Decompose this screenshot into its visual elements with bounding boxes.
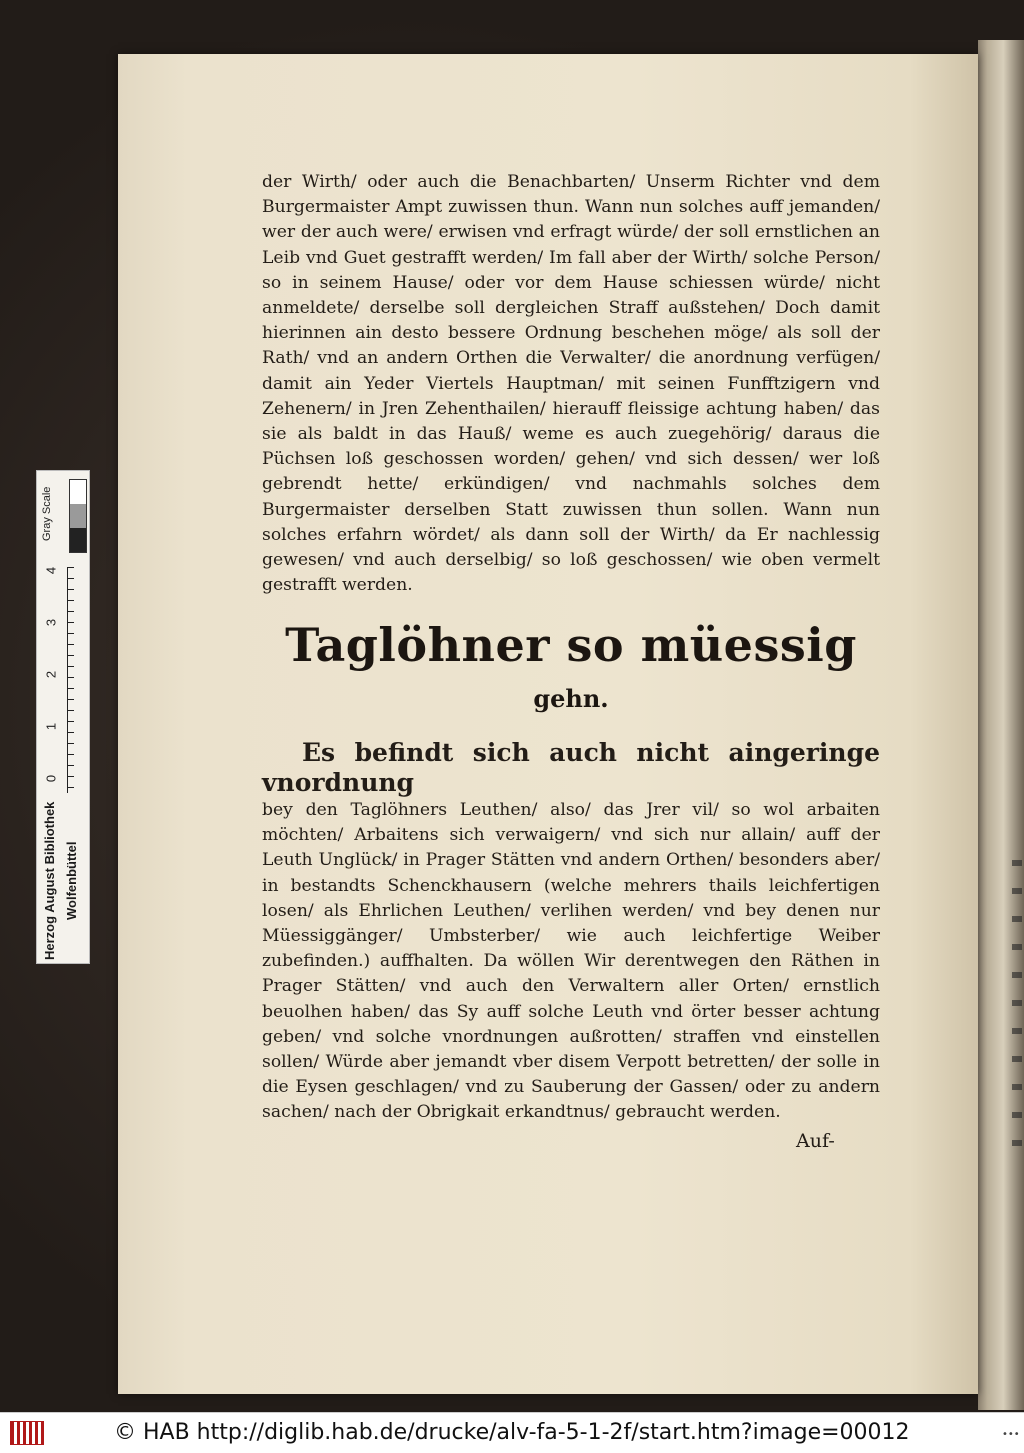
- ruler-number: 4: [43, 566, 59, 575]
- section-heading: Taglöhner so müessig: [285, 618, 857, 672]
- ruler-number: 1: [43, 722, 59, 731]
- gray-scale-bar: [69, 479, 87, 553]
- book-spine: [978, 40, 1024, 1410]
- paragraph-2-text: bey den Taglöhners Leuthen/ also/ das Jrer vil/ so wol arbaiten möchten/ Arbaitens sich verwaigern/ vnd sich nur allain/ auff der Leuth Unglück/ in Prager Stätten vnd andern Orthen/ besonders aber/ in bestandts Schenckhausern (welche mehrers thails leichfertigen losen/ als Ehrlichen Leuthen/ verlihen werden/ vnd bey denen nur Müessiggänger/ Umbsterber/ wie auch leichfertige Weiber zubefinden.) auffhalten. Da wöllen Wir derentwegen den Räthen in Prager Stätten/ vnd auch den Verwaltern aller Orten/ ernstlich beuolhen haben/ das Sy auff solche Leuth vnd örter besser achtung geben/ vnd solche vnordnungen außrotten/ straffen vnd einstellen sollen/ Würde aber jemandt vber disem Verpott betretten/ der solle in die Eysen geschlagen/ vnd zu Sauberung der Gassen/ oder zu andern sachen/ nach der Obrigkait erkandtnus/ gebraucht werden.: [262, 800, 880, 1123]
- spine-marks: [1012, 860, 1022, 1160]
- paragraph-1-text: der Wirth/ oder auch die Benachbarten/ Unserm Richter vnd dem Burgermaister Ampt zuwissen thun. Wann nun solches auff jemanden/ wer der auch were/ erwisen vnd erfragt würde/ der soll ernstlichen an Leib vnd Guet gestrafft werden/ Im fall aber der Wirth/ solche Person/ so in seinem Hause/ oder vor dem Hause schiessen würde/ nicht anmeldete/ derselbe soll dergleichen Straff außstehen/ Doch damit hierinnen ain desto bessere Ordnung beschehen möge/ als soll der Rath/ vnd an andern Orthen die Verwalter/ die anordnung verfügen/ damit ain Yeder Viertels Hauptman/ mit seinen Funfftzigern vnd Zehenern/ in Jren Zehenthailen/ hierauff fleissige achtung haben/ das sie als baldt in das Hauß/ weme es auch zuegehörig/ daraus die Püchsen loß geschossen worden/ gehen/ vnd sich dessen/ wer loß gebrendt hette/ erkündigen/ vnd nachmahls solches dem Burgermaister derselben Statt zuwissen thun sollen. Wann nun solches erfahrn wördet/ als dann soll der Wirth/ da Er nachlessig gewesen/ vnd auch derselbig/ so loß geschossen/ wie oben vermelt gestrafft werden.: [262, 172, 880, 596]
- more-icon: •••: [1002, 1429, 1020, 1440]
- section-heading-line2: gehn.: [533, 684, 609, 713]
- hab-logo-icon: [10, 1421, 44, 1445]
- footer-bar: [0, 1412, 1024, 1453]
- ruler-number: 2: [43, 670, 59, 679]
- institution-line1: Herzog August Bibliothek: [42, 801, 57, 961]
- catchword: Auf-: [796, 1130, 835, 1152]
- institution-label: [39, 801, 89, 961]
- ruler-scale: [67, 567, 88, 793]
- paragraph-1: [262, 170, 880, 598]
- gray-scale-ruler: [36, 470, 90, 964]
- gray-scale-label: Gray Scale: [41, 486, 53, 542]
- ruler-number: 3: [43, 618, 59, 627]
- copyright-url[interactable]: © HAB http://diglib.hab.de/drucke/alv-fa-5-1-2f/start.htm?image=00012: [114, 1420, 910, 1445]
- institution-line2: Wolfenbüttel: [64, 841, 79, 921]
- paragraph-2-lead: Es befindt sich auch nicht aingeringe vnordnung: [262, 738, 880, 797]
- ruler-number: 0: [43, 774, 59, 783]
- paragraph-2: [262, 738, 880, 1126]
